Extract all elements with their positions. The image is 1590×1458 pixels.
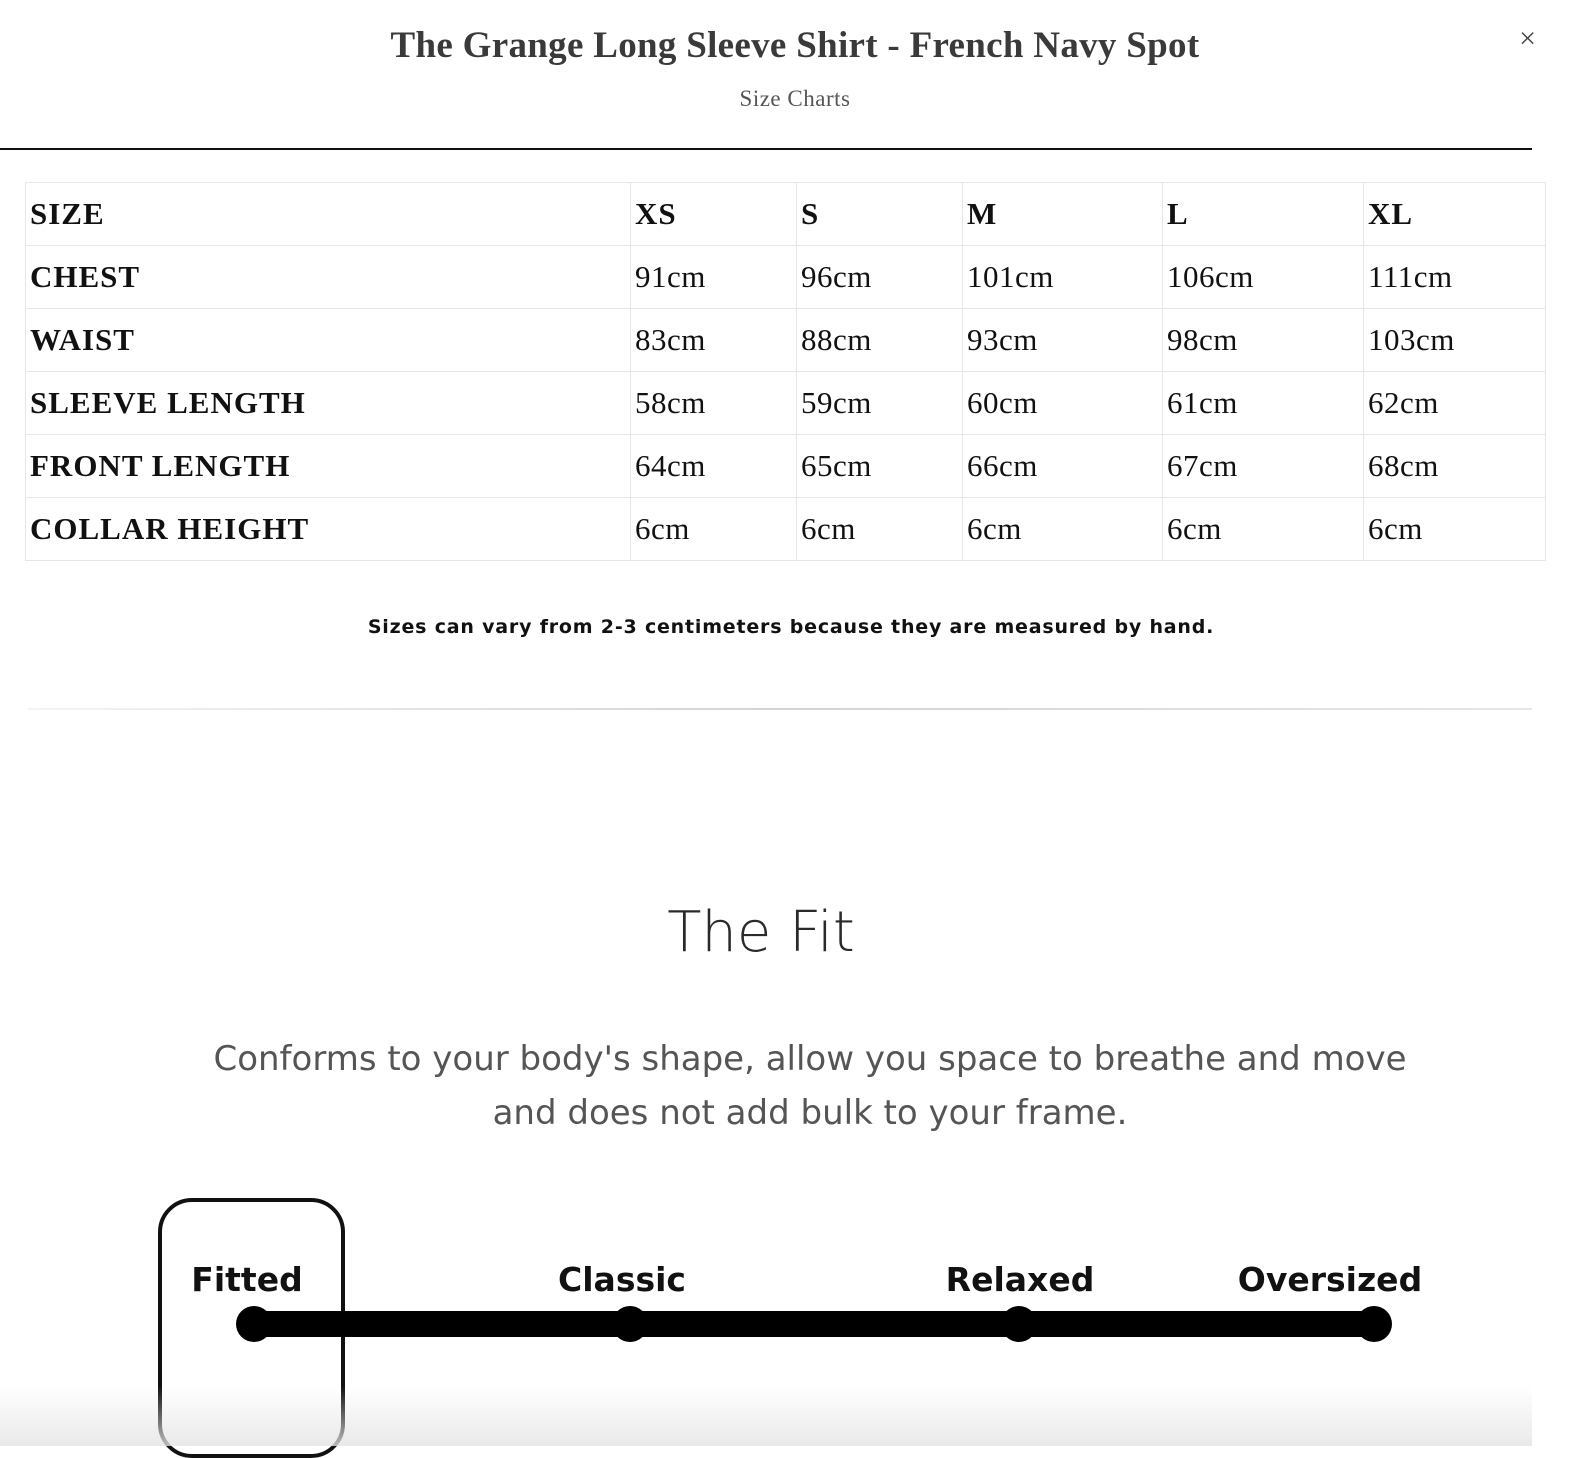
table-cell: 88cm (797, 309, 963, 372)
table-row-waist (26, 309, 1546, 372)
row-label: FRONT LENGTH (26, 435, 631, 498)
size-table-header-row (26, 183, 1546, 246)
table-row-sleeve-length (26, 372, 1546, 435)
fit-label-fitted: Fitted (191, 1260, 303, 1299)
table-cell: 101cm (963, 246, 1163, 309)
table-cell: 64cm (631, 435, 797, 498)
row-label: SLEEVE LENGTH (26, 372, 631, 435)
table-cell: 6cm (1163, 498, 1364, 561)
fit-dot-classic (612, 1306, 648, 1342)
fit-label-classic: Classic (558, 1260, 686, 1299)
table-cell: 6cm (797, 498, 963, 561)
header-cell-size: SIZE (26, 183, 631, 246)
fit-scale (0, 1190, 1532, 1446)
table-cell: 65cm (797, 435, 963, 498)
table-row-front-length (26, 435, 1546, 498)
table-cell: 58cm (631, 372, 797, 435)
size-table (25, 182, 1546, 561)
table-cell: 6cm (963, 498, 1163, 561)
fit-label-relaxed: Relaxed (945, 1260, 1095, 1299)
table-cell: 67cm (1163, 435, 1364, 498)
table-cell: 96cm (797, 246, 963, 309)
header-divider (0, 148, 1532, 150)
header-cell-xl: XL (1364, 183, 1546, 246)
fit-title: The Fit (667, 900, 855, 965)
measurement-note: Sizes can vary from 2-3 centimeters because they are measured by hand. (367, 616, 1215, 638)
table-cell: 68cm (1364, 435, 1546, 498)
table-cell: 6cm (631, 498, 797, 561)
header-cell-m: M (963, 183, 1163, 246)
section-divider (28, 708, 1532, 710)
fit-label-oversized: Oversized (1237, 1260, 1423, 1299)
header-cell-s: S (797, 183, 963, 246)
table-row-collar-height (26, 498, 1546, 561)
size-charts-subtitle: Size Charts (739, 86, 851, 111)
table-cell: 93cm (963, 309, 1163, 372)
product-title: The Grange Long Sleeve Shirt - French Navy Spot (390, 25, 1200, 66)
table-cell: 103cm (1364, 309, 1546, 372)
table-cell: 111cm (1364, 246, 1546, 309)
fit-description: Conforms to your body's shape, allow you space to breathe and move and does not add bulk to your frame. (213, 1039, 1407, 1133)
header-cell-l: L (1163, 183, 1364, 246)
row-label: CHEST (26, 246, 631, 309)
fit-dot-relaxed (1001, 1306, 1037, 1342)
table-cell: 66cm (963, 435, 1163, 498)
fit-dot-oversized (1356, 1306, 1392, 1342)
row-label: COLLAR HEIGHT (26, 498, 631, 561)
table-cell: 98cm (1163, 309, 1364, 372)
row-label: WAIST (26, 309, 631, 372)
header-cell-xs: XS (631, 183, 797, 246)
table-cell: 83cm (631, 309, 797, 372)
table-cell: 6cm (1364, 498, 1546, 561)
table-cell: 62cm (1364, 372, 1546, 435)
table-cell: 60cm (963, 372, 1163, 435)
table-cell: 61cm (1163, 372, 1364, 435)
table-cell: 91cm (631, 246, 797, 309)
table-row-chest (26, 246, 1546, 309)
close-icon[interactable]: × (1519, 22, 1536, 55)
table-cell: 59cm (797, 372, 963, 435)
fit-dot-fitted (236, 1306, 272, 1342)
table-cell: 106cm (1163, 246, 1364, 309)
size-chart-header (0, 0, 1536, 150)
fit-scale-line (252, 1311, 1374, 1337)
